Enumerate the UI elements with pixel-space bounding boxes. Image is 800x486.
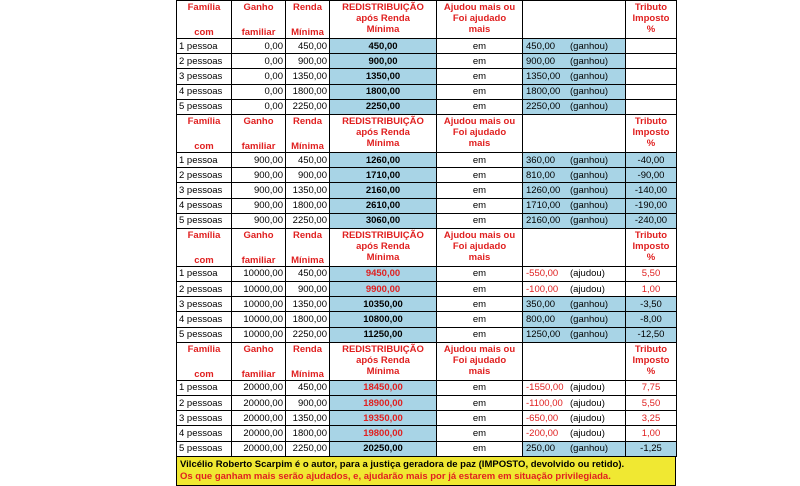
cell-redistribuicao: 9900,00 xyxy=(330,282,437,297)
table-row xyxy=(177,327,677,342)
cell-ganho: 10000,00 xyxy=(232,327,286,342)
cell-valor xyxy=(523,84,626,99)
table-row xyxy=(177,441,677,456)
header-familia-label: Família xyxy=(187,2,221,13)
cell-renda: 450,00 xyxy=(286,380,330,395)
cell-valor xyxy=(523,327,626,342)
table-body xyxy=(177,1,677,457)
cell-ganho: 0,00 xyxy=(232,54,286,69)
table-row xyxy=(177,282,677,297)
header-tributo-line: Tributo xyxy=(634,115,668,127)
cell-ganho: 20000,00 xyxy=(232,426,286,441)
header-tributo-line: Imposto xyxy=(632,126,670,138)
cell-valor-amount: 810,00 xyxy=(526,169,556,181)
cell-ajudou: em xyxy=(437,213,523,228)
cell-tributo xyxy=(626,69,677,84)
header-ajudou-line: Ajudou mais ou xyxy=(443,2,516,13)
cell-tributo: -8,00 xyxy=(626,312,677,327)
header-com-label: com xyxy=(194,368,214,380)
header-tributo-line: Tributo xyxy=(634,2,668,13)
header-renda xyxy=(286,114,330,152)
header-renda-label: Renda xyxy=(292,343,323,355)
table-row xyxy=(177,39,677,54)
cell-valor xyxy=(523,266,626,281)
cell-redistribuicao: 1710,00 xyxy=(330,168,437,183)
header-ganho-label: Ganho xyxy=(243,115,274,127)
cell-familia: 1 pessoa xyxy=(177,152,232,167)
header-familiar-label: familiar xyxy=(241,368,276,380)
cell-valor-amount: 1350,00 xyxy=(526,70,561,82)
cell-renda: 450,00 xyxy=(286,152,330,167)
cell-valor xyxy=(523,39,626,54)
header-renda-label: Renda xyxy=(292,115,323,127)
footer-note xyxy=(176,457,676,486)
header-ajudou-line: mais xyxy=(468,137,491,149)
cell-valor-amount: -100,00 xyxy=(526,283,559,295)
cell-valor-tipo: (ganhou) xyxy=(570,55,609,67)
cell-familia: 3 pessoas xyxy=(177,411,232,426)
cell-redistribuicao: 19350,00 xyxy=(330,411,437,426)
cell-ganho: 20000,00 xyxy=(232,441,286,456)
header-familia-label: Família xyxy=(187,115,221,127)
cell-valor-tipo: (ganhou) xyxy=(570,169,609,181)
cell-redistribuicao: 450,00 xyxy=(330,39,437,54)
cell-valor-amount: 900,00 xyxy=(526,55,556,67)
cell-valor xyxy=(523,396,626,411)
cell-renda: 450,00 xyxy=(286,266,330,281)
cell-ajudou: em xyxy=(437,99,523,114)
cell-valor xyxy=(523,213,626,228)
cell-redistribuicao: 2610,00 xyxy=(330,198,437,213)
cell-familia: 2 pessoas xyxy=(177,168,232,183)
cell-ajudou: em xyxy=(437,198,523,213)
header-tributo-line: Imposto xyxy=(632,354,670,366)
cell-valor-tipo: (ganhou) xyxy=(570,40,609,52)
cell-valor xyxy=(523,411,626,426)
cell-valor xyxy=(523,152,626,167)
table-row xyxy=(177,411,677,426)
cell-valor-tipo: (ganhou) xyxy=(570,154,609,166)
cell-redistribuicao: 9450,00 xyxy=(330,266,437,281)
header-redistribuicao-line: Mínima xyxy=(366,251,400,263)
header-redistribuicao xyxy=(330,342,437,380)
cell-redistribuicao: 1800,00 xyxy=(330,84,437,99)
cell-tributo: -90,00 xyxy=(626,168,677,183)
cell-renda: 1350,00 xyxy=(286,411,330,426)
cell-valor-amount: 1710,00 xyxy=(526,200,561,212)
cell-ganho: 0,00 xyxy=(232,69,286,84)
footer-author-line: Vilcélio Roberto Scarpim é o autor, para a justiça geradora de paz (IMPOSTO, devolvido ou retido). xyxy=(180,458,625,470)
cell-redistribuicao: 3060,00 xyxy=(330,213,437,228)
header-redistribuicao-line: após Renda xyxy=(356,240,410,252)
cell-renda: 2250,00 xyxy=(286,327,330,342)
cell-valor xyxy=(523,426,626,441)
cell-ajudou: em xyxy=(437,39,523,54)
header-familiar-label: familiar xyxy=(241,140,276,152)
cell-ganho: 20000,00 xyxy=(232,396,286,411)
cell-ganho: 900,00 xyxy=(232,183,286,198)
header-ganho-label: Ganho xyxy=(243,2,274,13)
cell-familia: 2 pessoas xyxy=(177,282,232,297)
cell-tributo: 5,50 xyxy=(626,266,677,281)
cell-valor-amount: 800,00 xyxy=(526,314,556,326)
cell-ajudou: em xyxy=(437,266,523,281)
cell-redistribuicao: 2250,00 xyxy=(330,99,437,114)
cell-ajudou: em xyxy=(437,54,523,69)
header-ajudou xyxy=(437,1,523,39)
table-row xyxy=(177,426,677,441)
cell-valor-amount: 2160,00 xyxy=(526,215,561,227)
cell-renda: 1800,00 xyxy=(286,312,330,327)
header-ganho xyxy=(232,114,286,152)
cell-ajudou: em xyxy=(437,69,523,84)
cell-valor xyxy=(523,198,626,213)
header-redistribuicao-line: REDISTRIBUIÇÃO xyxy=(342,343,424,355)
header-redistribuicao-line: REDISTRIBUIÇÃO xyxy=(342,229,424,241)
cell-valor-tipo: (ganhou) xyxy=(570,329,609,341)
cell-familia: 1 pessoa xyxy=(177,39,232,54)
cell-ganho: 900,00 xyxy=(232,168,286,183)
table-row xyxy=(177,312,677,327)
cell-ganho: 10000,00 xyxy=(232,312,286,327)
cell-familia: 4 pessoas xyxy=(177,84,232,99)
header-ajudou-line: mais xyxy=(468,251,491,263)
cell-ajudou: em xyxy=(437,441,523,456)
cell-valor-amount: -200,00 xyxy=(526,427,559,439)
header-renda-label: Renda xyxy=(292,229,323,241)
cell-valor-amount: 1260,00 xyxy=(526,184,561,196)
header-tributo xyxy=(626,228,677,266)
cell-tributo xyxy=(626,39,677,54)
cell-redistribuicao: 10800,00 xyxy=(330,312,437,327)
header-com-label: com xyxy=(194,140,214,152)
header-redistribuicao-line: REDISTRIBUIÇÃO xyxy=(342,2,424,13)
header-tributo-line: Imposto xyxy=(632,240,670,252)
cell-ajudou: em xyxy=(437,152,523,167)
table-row xyxy=(177,84,677,99)
table-row xyxy=(177,54,677,69)
header-redistribuicao-line: Mínima xyxy=(366,365,400,377)
header-renda-label: Renda xyxy=(292,2,323,13)
cell-valor-tipo: (ganhou) xyxy=(570,184,609,196)
header-familia xyxy=(177,342,232,380)
cell-valor xyxy=(523,441,626,456)
header-minima-label: Mínima xyxy=(291,140,324,152)
cell-ajudou: em xyxy=(437,297,523,312)
cell-ganho: 0,00 xyxy=(232,84,286,99)
cell-renda: 1800,00 xyxy=(286,198,330,213)
cell-valor-amount: 1250,00 xyxy=(526,329,561,341)
header-ajudou-line: Foi ajudado xyxy=(452,354,507,366)
cell-valor-amount: 450,00 xyxy=(526,40,556,52)
cell-valor xyxy=(523,312,626,327)
header-minima-label: Mínima xyxy=(291,27,324,38)
cell-ajudou: em xyxy=(437,168,523,183)
header-ajudou-line: Foi ajudado xyxy=(452,126,507,138)
header-renda xyxy=(286,1,330,39)
header-tributo xyxy=(626,114,677,152)
header-familiar-label: familiar xyxy=(241,27,276,38)
cell-valor-amount: 350,00 xyxy=(526,298,556,310)
cell-valor-tipo: (ganhou) xyxy=(570,298,609,310)
cell-valor-amount: 250,00 xyxy=(526,443,556,455)
cell-tributo: -3,50 xyxy=(626,297,677,312)
header-redistribuicao xyxy=(330,1,437,39)
cell-tributo: 1,00 xyxy=(626,426,677,441)
header-row xyxy=(177,228,677,266)
cell-tributo xyxy=(626,84,677,99)
cell-tributo: -190,00 xyxy=(626,198,677,213)
cell-renda: 2250,00 xyxy=(286,213,330,228)
header-ajudou xyxy=(437,342,523,380)
cell-ganho: 900,00 xyxy=(232,152,286,167)
cell-ganho: 20000,00 xyxy=(232,411,286,426)
table-row xyxy=(177,99,677,114)
header-ajudou-line: Ajudou mais ou xyxy=(443,115,516,127)
header-redistribuicao-line: após Renda xyxy=(356,126,410,138)
header-redistribuicao xyxy=(330,228,437,266)
header-minima-label: Mínima xyxy=(291,254,324,266)
cell-renda: 1800,00 xyxy=(286,84,330,99)
header-tributo-line: % xyxy=(646,24,656,35)
cell-familia: 4 pessoas xyxy=(177,426,232,441)
cell-renda: 900,00 xyxy=(286,396,330,411)
cell-tributo xyxy=(626,99,677,114)
header-redistribuicao-line: Mínima xyxy=(366,137,400,149)
header-ajudou-line: mais xyxy=(468,365,491,377)
cell-redistribuicao: 20250,00 xyxy=(330,441,437,456)
cell-renda: 450,00 xyxy=(286,39,330,54)
table-row xyxy=(177,266,677,281)
header-redistribuicao-line: após Renda xyxy=(356,354,410,366)
header-tributo-line: Tributo xyxy=(634,229,668,241)
cell-valor xyxy=(523,54,626,69)
cell-familia: 5 pessoas xyxy=(177,327,232,342)
cell-tributo: 1,00 xyxy=(626,282,677,297)
cell-tributo: 7,75 xyxy=(626,380,677,395)
cell-valor xyxy=(523,297,626,312)
cell-ganho: 10000,00 xyxy=(232,297,286,312)
header-ajudou-line: Foi ajudado xyxy=(452,13,507,24)
cell-ajudou: em xyxy=(437,411,523,426)
cell-redistribuicao: 10350,00 xyxy=(330,297,437,312)
cell-valor-tipo: (ajudou) xyxy=(570,412,605,424)
header-ganho xyxy=(232,1,286,39)
cell-valor xyxy=(523,183,626,198)
cell-ajudou: em xyxy=(437,396,523,411)
cell-familia: 4 pessoas xyxy=(177,198,232,213)
table-row xyxy=(177,213,677,228)
spreadsheet xyxy=(176,0,676,486)
cell-renda: 1350,00 xyxy=(286,297,330,312)
header-familia-label: Família xyxy=(187,229,221,241)
header-tributo-line: % xyxy=(646,365,656,377)
cell-valor xyxy=(523,99,626,114)
header-ganho-label: Ganho xyxy=(243,343,274,355)
header-ganho xyxy=(232,342,286,380)
header-redistribuicao xyxy=(330,114,437,152)
cell-ajudou: em xyxy=(437,426,523,441)
cell-renda: 900,00 xyxy=(286,282,330,297)
cell-ganho: 0,00 xyxy=(232,39,286,54)
header-ajudou xyxy=(437,228,523,266)
header-empty xyxy=(523,114,626,152)
cell-ajudou: em xyxy=(437,312,523,327)
header-familiar-label: familiar xyxy=(241,254,276,266)
header-row xyxy=(177,342,677,380)
cell-redistribuicao: 1350,00 xyxy=(330,69,437,84)
redistribution-table xyxy=(176,0,677,457)
cell-renda: 2250,00 xyxy=(286,441,330,456)
cell-redistribuicao: 900,00 xyxy=(330,54,437,69)
cell-valor-tipo: (ajudou) xyxy=(570,268,605,280)
cell-valor-tipo: (ajudou) xyxy=(570,283,605,295)
cell-valor-amount: -1550,00 xyxy=(526,382,564,394)
cell-renda: 900,00 xyxy=(286,54,330,69)
cell-ganho: 10000,00 xyxy=(232,266,286,281)
cell-ganho: 10000,00 xyxy=(232,282,286,297)
cell-redistribuicao: 19800,00 xyxy=(330,426,437,441)
cell-ajudou: em xyxy=(437,84,523,99)
cell-tributo: 5,50 xyxy=(626,396,677,411)
header-tributo-line: % xyxy=(646,251,656,263)
cell-valor-tipo: (ajudou) xyxy=(570,397,605,409)
cell-renda: 2250,00 xyxy=(286,99,330,114)
cell-familia: 3 pessoas xyxy=(177,297,232,312)
header-empty xyxy=(523,1,626,39)
cell-renda: 1350,00 xyxy=(286,183,330,198)
header-row xyxy=(177,1,677,39)
header-ajudou xyxy=(437,114,523,152)
cell-ganho: 900,00 xyxy=(232,198,286,213)
cell-valor-tipo: (ganhou) xyxy=(570,215,609,227)
cell-valor xyxy=(523,282,626,297)
header-row xyxy=(177,114,677,152)
header-ajudou-line: mais xyxy=(468,24,491,35)
table-row xyxy=(177,152,677,167)
table-row xyxy=(177,183,677,198)
cell-valor-tipo: (ganhou) xyxy=(570,86,609,98)
header-ganho-label: Ganho xyxy=(243,229,274,241)
footer-explanation-line: Os que ganham mais serão ajudados, e, ajudarão mais por já estarem em situação privilegiada. xyxy=(180,470,611,482)
cell-familia: 1 pessoa xyxy=(177,266,232,281)
cell-valor-tipo: (ajudou) xyxy=(570,427,605,439)
table-row xyxy=(177,69,677,84)
cell-ajudou: em xyxy=(437,282,523,297)
cell-valor-amount: -1100,00 xyxy=(526,397,563,409)
cell-redistribuicao: 2160,00 xyxy=(330,183,437,198)
cell-redistribuicao: 1260,00 xyxy=(330,152,437,167)
header-ganho xyxy=(232,228,286,266)
header-ajudou-line: Ajudou mais ou xyxy=(443,229,516,241)
header-tributo-line: Imposto xyxy=(632,13,670,24)
header-empty xyxy=(523,342,626,380)
header-redistribuicao-line: Mínima xyxy=(366,24,400,35)
cell-redistribuicao: 18450,00 xyxy=(330,380,437,395)
header-ajudou-line: Ajudou mais ou xyxy=(443,343,516,355)
cell-renda: 1350,00 xyxy=(286,69,330,84)
cell-ganho: 0,00 xyxy=(232,99,286,114)
cell-valor xyxy=(523,380,626,395)
cell-familia: 4 pessoas xyxy=(177,312,232,327)
header-renda xyxy=(286,228,330,266)
cell-ganho: 20000,00 xyxy=(232,380,286,395)
cell-tributo: -240,00 xyxy=(626,213,677,228)
header-familia xyxy=(177,1,232,39)
header-empty xyxy=(523,228,626,266)
cell-familia: 2 pessoas xyxy=(177,54,232,69)
header-ajudou-line: Foi ajudado xyxy=(452,240,507,252)
cell-ganho: 900,00 xyxy=(232,213,286,228)
cell-familia: 5 pessoas xyxy=(177,213,232,228)
header-tributo-line: % xyxy=(646,137,656,149)
cell-ajudou: em xyxy=(437,183,523,198)
header-com-label: com xyxy=(194,27,214,38)
cell-tributo: 3,25 xyxy=(626,411,677,426)
cell-valor-amount: -650,00 xyxy=(526,412,559,424)
table-row xyxy=(177,198,677,213)
cell-valor-tipo: (ganhou) xyxy=(570,101,609,113)
header-familia xyxy=(177,228,232,266)
cell-ajudou: em xyxy=(437,380,523,395)
cell-familia: 2 pessoas xyxy=(177,396,232,411)
header-tributo xyxy=(626,1,677,39)
table-row xyxy=(177,297,677,312)
table-row xyxy=(177,168,677,183)
header-redistribuicao-line: REDISTRIBUIÇÃO xyxy=(342,115,424,127)
cell-valor xyxy=(523,168,626,183)
cell-tributo xyxy=(626,54,677,69)
cell-familia: 5 pessoas xyxy=(177,441,232,456)
header-com-label: com xyxy=(194,254,214,266)
header-renda xyxy=(286,342,330,380)
cell-valor-tipo: (ajudou) xyxy=(570,382,605,394)
cell-valor xyxy=(523,69,626,84)
header-tributo xyxy=(626,342,677,380)
cell-familia: 3 pessoas xyxy=(177,183,232,198)
cell-renda: 900,00 xyxy=(286,168,330,183)
table-row xyxy=(177,380,677,395)
header-familia xyxy=(177,114,232,152)
header-redistribuicao-line: após Renda xyxy=(356,13,410,24)
cell-tributo: -140,00 xyxy=(626,183,677,198)
cell-valor-amount: -550,00 xyxy=(526,268,559,280)
cell-valor-tipo: (ganhou) xyxy=(570,70,609,82)
cell-familia: 1 pessoa xyxy=(177,380,232,395)
cell-tributo: -12,50 xyxy=(626,327,677,342)
cell-ajudou: em xyxy=(437,327,523,342)
cell-valor-amount: 1800,00 xyxy=(526,86,561,98)
cell-valor-tipo: (ganhou) xyxy=(570,314,609,326)
header-familia-label: Família xyxy=(187,343,221,355)
cell-familia: 3 pessoas xyxy=(177,69,232,84)
cell-renda: 1800,00 xyxy=(286,426,330,441)
cell-valor-amount: 2250,00 xyxy=(526,101,561,113)
cell-valor-tipo: (ganhou) xyxy=(570,200,609,212)
header-minima-label: Mínima xyxy=(291,368,324,380)
cell-valor-amount: 360,00 xyxy=(526,154,556,166)
table-row xyxy=(177,396,677,411)
header-tributo-line: Tributo xyxy=(634,343,668,355)
cell-valor-tipo: (ganhou) xyxy=(570,443,609,455)
cell-familia: 5 pessoas xyxy=(177,99,232,114)
cell-redistribuicao: 11250,00 xyxy=(330,327,437,342)
cell-tributo: -40,00 xyxy=(626,152,677,167)
cell-redistribuicao: 18900,00 xyxy=(330,396,437,411)
cell-tributo: -1,25 xyxy=(626,441,677,456)
